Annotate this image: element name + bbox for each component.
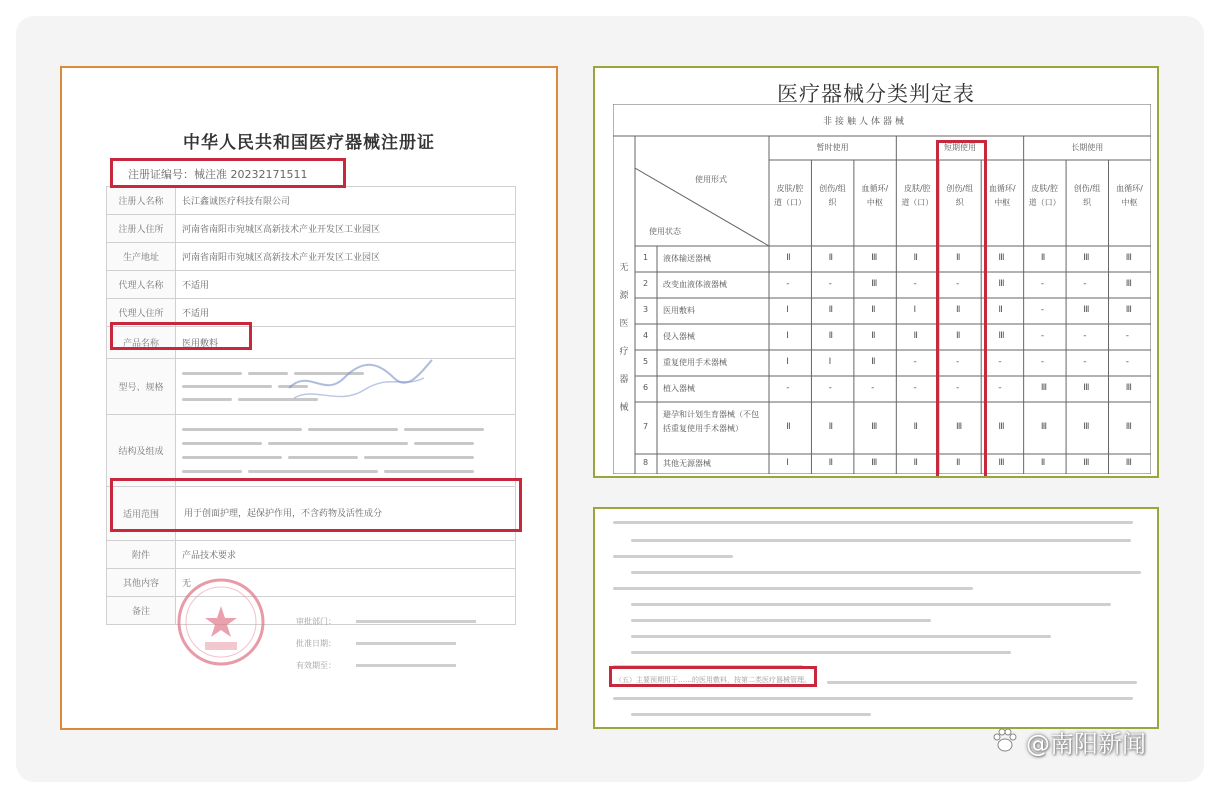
classification-notes-doc [593,507,1159,729]
class-cell: Ⅲ [1125,305,1132,315]
highlight-wound-tissue-column [936,140,987,478]
group-header: 长期使用 [1071,143,1104,152]
class-cell: Ⅱ [998,305,1003,315]
registration-number-label: 注册证编号： [128,168,194,181]
row-number: 1 [643,253,649,262]
class-cell: Ⅱ [955,253,961,263]
table-top-header: 非接触人体器械 [823,117,908,127]
class-cell: Ⅱ [871,331,876,341]
structure-lines [176,415,516,487]
approve-date-label: 批准日期： [296,639,336,648]
corner-header-bottom: 使用状态 [649,227,681,236]
class-cell: - [1125,357,1129,367]
approver-label: 审批部门： [296,617,336,626]
row-name: 植入器械 [663,384,695,393]
table-row [107,243,516,271]
text-line [631,571,1141,574]
row-number: 8 [643,458,649,467]
row-name: 避孕和计划生育器械（不包括重复使用手术器械） [663,410,759,433]
class-cell: Ⅲ [998,331,1005,341]
row-name: 液体输送器械 [663,254,711,263]
valid-until-label: 有效期至： [296,661,336,670]
class-cell: - [828,383,832,393]
row-number: 5 [643,357,649,366]
class-cell: Ⅲ [1125,383,1132,393]
class-cell: Ⅱ [1040,253,1046,263]
class-cell: Ⅱ [828,305,834,315]
sub-header: 创伤/组织 [819,184,846,207]
row-label: 适用范围 [107,487,176,541]
highlight-registration-number [110,158,346,188]
class-cell: Ⅱ [913,422,918,432]
row-value: 医用敷料 [176,327,516,359]
row-value: 长江鑫诚医疗科技有限公司 [176,187,516,215]
text-line [631,651,1011,654]
official-seal-stamp [175,576,267,668]
class-cell: - [955,357,960,367]
class-cell: Ⅱ [913,331,918,341]
class-cell: Ⅲ [1083,305,1090,315]
registration-number-value: 械注准 20232171511 [194,168,308,181]
class-cell: Ⅰ [786,458,789,468]
class-cell: - [1125,331,1129,341]
class-cell: Ⅲ [1125,253,1132,263]
row-label: 附件 [107,541,176,569]
class-cell: - [1040,357,1045,367]
class-cell: Ⅲ [1083,253,1090,263]
row-label: 产品名称 [107,327,176,359]
sub-header: 皮肤/腔道（口） [901,184,934,207]
text-line [631,713,871,716]
class-cell: Ⅱ [871,357,876,367]
row-number: 7 [643,422,649,431]
sub-header: 创伤/组织 [1073,184,1101,207]
sub-header: 皮肤/腔道（口） [1028,184,1061,207]
side-label: 无源医疗器械 [619,263,629,413]
class-cell: - [1083,357,1087,367]
row-value: 不适用 [176,271,516,299]
table-row [107,215,516,243]
sub-header: 血循环/中枢 [1116,184,1143,207]
class-cell: Ⅱ [828,422,834,432]
class-cell: Ⅲ [871,422,878,432]
text-line [631,619,931,622]
class-cell: Ⅲ [1083,383,1090,393]
class-cell: Ⅰ [786,357,789,367]
class-cell: Ⅲ [871,458,878,468]
row-number: 4 [643,331,649,340]
class-cell: Ⅱ [1040,458,1046,468]
paw-logo-icon [990,726,1020,756]
class-cell: Ⅲ [998,422,1005,432]
class-cell: Ⅱ [913,253,918,263]
class-cell: - [1083,279,1087,289]
sub-header: 创伤/组织 [946,184,974,207]
class-cell: Ⅱ [828,458,834,468]
class-cell: Ⅲ [1040,422,1048,432]
group-header: 短期使用 [943,143,976,152]
class-cell: Ⅲ [1125,279,1132,289]
row-name: 其他无源器械 [663,459,711,468]
class-cell: - [955,279,960,289]
table-row [107,569,516,597]
class-cell: Ⅲ [871,253,878,263]
row-value: 无 [176,569,516,597]
text-line [613,555,733,558]
classification-title: 医疗器械分类判定表 [777,82,975,106]
row-name: 医用敷料 [663,306,695,315]
table-row [107,541,516,569]
sub-header: 血循环/中枢 [988,184,1016,207]
row-label: 其他内容 [107,569,176,597]
class-cell: Ⅱ [828,253,834,263]
class-cell: Ⅲ [871,279,878,289]
highlight-product-name [110,322,252,350]
class-cell: Ⅰ [786,331,789,341]
row-number: 2 [643,279,649,288]
class-cell: - [1083,331,1087,341]
row-label: 代理人名称 [107,271,176,299]
class-cell: Ⅲ [998,458,1005,468]
class-cell: - [1040,331,1045,341]
handwritten-annotation [284,348,434,408]
class-cell: Ⅱ [955,305,961,315]
row-name: 侵入器械 [663,332,695,341]
class-cell: - [913,279,917,289]
registration-certificate [60,66,558,730]
text-line [613,587,973,590]
news-watermark [990,724,1146,758]
row-value: 不适用 [176,299,516,327]
row-value: 河南省南阳市宛城区高新技术产业开发区工业园区 [176,243,516,271]
text-line [631,539,1131,542]
class-cell: Ⅱ [913,458,918,468]
text-line [631,603,1111,606]
row-value: 产品技术要求 [176,541,516,569]
highlight-scope-of-use [110,478,522,532]
class-cell: - [998,383,1002,393]
table-row [107,187,516,215]
class-cell: Ⅱ [786,422,791,432]
highlighted-note: （五）主要预期用于……的医用敷料，按第二类医疗器械管理。 [615,676,811,684]
row-value: 用于创面护理，起保护作用，不含药物及活性成分 [176,487,516,541]
row-label: 型号、规格 [107,359,176,415]
classification-table-doc [593,66,1159,478]
class-cell: - [786,383,790,393]
sub-header: 血循环/中枢 [861,184,889,207]
class-cell: Ⅲ [1083,422,1090,432]
row-name: 重复使用手术器械 [663,358,727,367]
class-cell: Ⅰ [828,357,832,367]
row-number: 3 [643,305,649,314]
class-cell: Ⅲ [1125,458,1132,468]
class-cell: Ⅲ [1040,383,1048,393]
sub-header: 皮肤/腔道（口） [774,184,806,207]
highlight-dressing-rule [609,666,817,687]
class-cell: - [913,383,917,393]
class-cell: - [955,383,960,393]
class-cell: Ⅰ [913,305,917,315]
class-cell: Ⅱ [786,253,791,263]
text-line [631,635,1051,638]
row-label: 备注 [107,597,176,625]
row-label: 结构及组成 [107,415,176,487]
text-line [613,521,1133,524]
text-line [827,681,1137,684]
class-cell: Ⅱ [871,305,876,315]
row-number: 6 [643,383,649,392]
class-cell: Ⅲ [998,253,1005,263]
class-cell: Ⅲ [1125,422,1132,432]
table-row [107,415,516,487]
certificate-title: 中华人民共和国医疗器械注册证 [183,133,435,153]
row-label: 代理人住所 [107,299,176,327]
table-row [107,271,516,299]
group-header: 暂时使用 [816,143,849,152]
class-cell: Ⅱ [955,458,961,468]
class-cell: - [998,357,1002,367]
class-cell: Ⅱ [828,331,834,341]
class-cell: Ⅲ [1083,458,1090,468]
text-line [613,697,1133,700]
row-value: 河南省南阳市宛城区高新技术产业开发区工业园区 [176,215,516,243]
row-label: 注册人名称 [107,187,176,215]
class-cell: Ⅲ [955,422,963,432]
row-name: 改变血液体液器械 [663,280,727,289]
class-cell: Ⅲ [998,279,1005,289]
class-cell: - [1040,279,1045,289]
class-cell: - [786,279,790,289]
class-cell: - [871,383,875,393]
class-cell: Ⅰ [786,305,789,315]
class-cell: - [913,357,917,367]
corner-header-top: 使用形式 [695,175,727,184]
watermark-text: @南阳新闻 [1026,729,1146,758]
class-cell: - [828,279,832,289]
row-label: 生产地址 [107,243,176,271]
class-cell: Ⅱ [955,331,961,341]
row-label: 注册人住所 [107,215,176,243]
class-cell: - [1040,305,1045,315]
